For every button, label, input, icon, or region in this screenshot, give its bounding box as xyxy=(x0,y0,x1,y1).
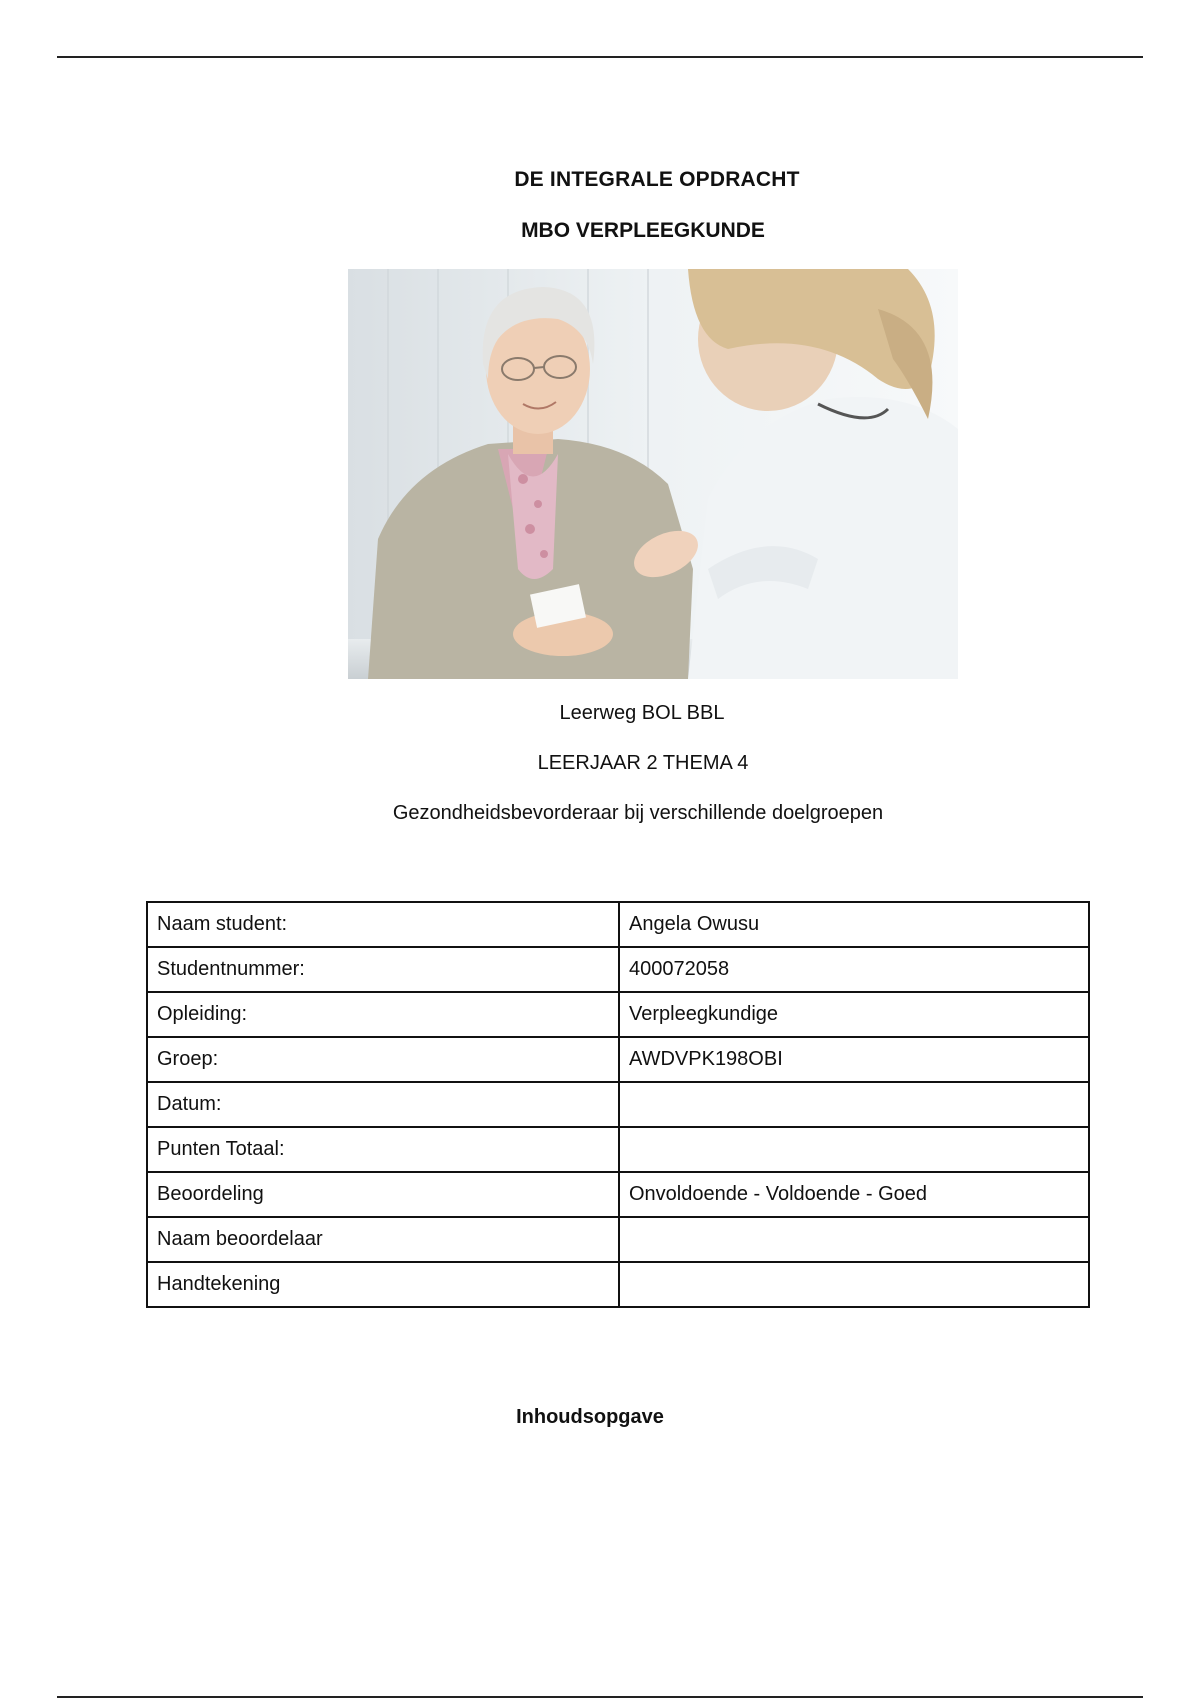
table-row xyxy=(147,1172,1089,1217)
toc-heading: Inhoudsopgave xyxy=(516,1406,664,1428)
row-value-studentnummer: 400072058 xyxy=(619,947,1089,992)
table-row xyxy=(147,1262,1089,1307)
row-label-beoordeling: Beoordeling xyxy=(147,1172,619,1217)
row-value-datum xyxy=(619,1082,1089,1127)
thema-title-text: Gezondheidsbevorderaar bij verschillende doelgroepen xyxy=(392,802,884,824)
row-value-groep: AWDVPK198OBI xyxy=(619,1037,1089,1082)
table-row xyxy=(147,947,1089,992)
row-value-opleiding: Verpleegkundige xyxy=(619,992,1089,1037)
row-label-naam-beoordelaar: Naam beoordelaar xyxy=(147,1217,619,1262)
table-row xyxy=(147,1082,1089,1127)
row-label-groep: Groep: xyxy=(147,1037,619,1082)
student-info-table xyxy=(146,901,1090,1308)
row-label-studentnummer: Studentnummer: xyxy=(147,947,619,992)
row-value-punten-totaal xyxy=(619,1127,1089,1172)
row-label-naam-student: Naam student: xyxy=(147,902,619,947)
leerweg-text: Leerweg BOL BBL xyxy=(559,702,725,724)
table-row xyxy=(147,1037,1089,1082)
top-rule xyxy=(57,56,1143,58)
row-value-handtekening xyxy=(619,1262,1089,1307)
row-value-naam-student: Angela Owusu xyxy=(619,902,1089,947)
document-title: DE INTEGRALE OPDRACHT xyxy=(514,168,800,191)
row-label-datum: Datum: xyxy=(147,1082,619,1127)
photo-nurse-with-elderly-woman-icon xyxy=(348,269,958,679)
table-row xyxy=(147,1217,1089,1262)
row-label-handtekening: Handtekening xyxy=(147,1262,619,1307)
row-value-naam-beoordelaar xyxy=(619,1217,1089,1262)
bottom-rule xyxy=(57,1696,1143,1698)
table-row xyxy=(147,1127,1089,1172)
row-label-punten-totaal: Punten Totaal: xyxy=(147,1127,619,1172)
table-row xyxy=(147,902,1089,947)
row-label-opleiding: Opleiding: xyxy=(147,992,619,1037)
document-subtitle: MBO VERPLEEGKUNDE xyxy=(521,219,765,242)
table-row xyxy=(147,992,1089,1037)
cover-photo xyxy=(348,269,958,679)
leerjaar-thema-text: LEERJAAR 2 THEMA 4 xyxy=(537,752,749,774)
row-value-beoordeling: Onvoldoende - Voldoende - Goed xyxy=(619,1172,1089,1217)
